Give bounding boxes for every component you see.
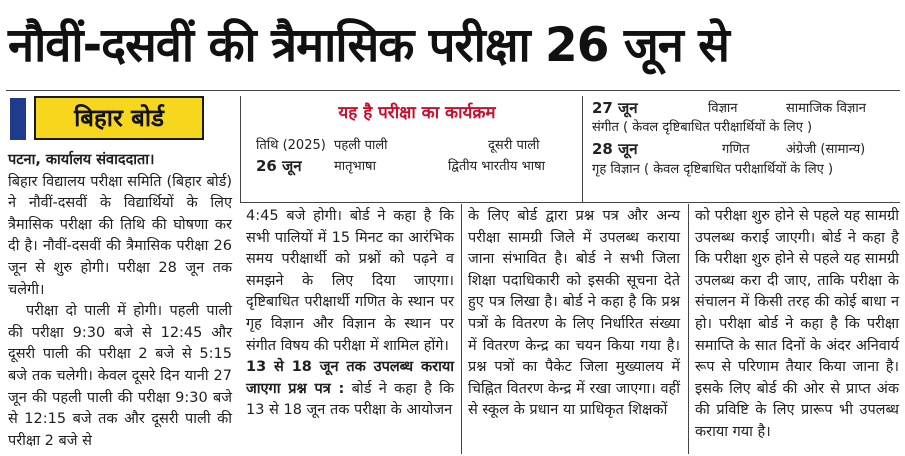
schedule-row-second: अंग्रेजी (सामान्य): [786, 142, 866, 157]
schedule-rule: [240, 202, 900, 203]
article-subhead: 13 से 18 जून तक उपलब्ध कराया जाएगा प्रश्न पत्र :: [246, 359, 454, 397]
headline-rule: [6, 90, 900, 91]
article-paragraph: बोर्ड ने कहा है कि 13 से 18 जून तक परीक्षा के आयोजन: [246, 380, 455, 419]
section-badge: [10, 96, 232, 144]
schedule-row-first: विज्ञान: [708, 101, 738, 116]
schedule-row-note: संगीत ( केवल दृष्टिबाधित परीक्षार्थियों के लिए ): [592, 120, 813, 135]
column-divider: [461, 204, 462, 454]
schedule-header-date: तिथि (2025): [256, 138, 326, 153]
column-divider: [240, 96, 241, 202]
section-badge-label: बिहार बोर्ड: [34, 96, 204, 140]
schedule-row-first: मातृभाषा: [334, 159, 376, 174]
schedule-row-date: 27 जून: [592, 99, 638, 117]
byline: पटना, कार्यालय संवाददाता।: [8, 152, 155, 168]
schedule-row-note: गृह विज्ञान ( केवल दृष्टिबाधित परीक्षार्थियों के लिए ): [592, 162, 834, 177]
column-divider: [688, 204, 689, 454]
schedule-row-date: 26 जून: [256, 157, 302, 175]
article-column-1: [8, 150, 232, 454]
article-column-3: [468, 206, 680, 454]
schedule-header-second-shift: दूसरी पाली: [488, 138, 540, 153]
article-column-4: [695, 206, 899, 454]
column-divider: [582, 96, 583, 202]
article-paragraph: परीक्षा दो पाली में होगी। पहली पाली की परीक्षा 9:30 बजे से 12:45 और दूसरी पाली की परीक्षा 2 बजे से 5:15 बजे तक चलेगी। केवल दूसरे दिन यानी 27 जून की पहली पाली की परीक्षा 9:30 बजे से 12:15 बजे तक और दूसरी पाली की परीक्षा 2 बजे से: [8, 303, 232, 449]
article-paragraph: को परीक्षा शुरु होने से पहले यह सामग्री उपलब्ध कराई जाएगी। बोर्ड ने कहा है कि परीक्षा शुरु होने से पहले यह सामग्री उपलब्ध करा दी जाए, ताकि परीक्षा के संचालन में किसी तरह की कोई बाधा न हो। परीक्षा बोर्ड ने कहा है कि परीक्षा समाप्ति के सात दिनों के अंदर अनिवार्य रूप से परिणाम तैयार किया जाना है। इसके लिए बोर्ड की ओर से प्राप्त अंक की प्रविष्टि के लिए प्रारूप भी उपलब्ध कराया गया है।: [695, 208, 899, 440]
article-paragraph: 4:45 बजे होगी। बोर्ड ने कहा है कि सभी पालियों में 15 मिनट का आरंभिक समय परीक्षार्थी को प्रश्नों को पढ़ने व समझने के लिए दिया जाएगा। दृष्टिबाधित परीक्षार्थी गणित के स्थान पर गृह विज्ञान और विज्ञान के स्थान पर संगीत विषय की परीक्षा में शामिल होंगे।: [246, 208, 454, 354]
schedule-row-second: सामाजिक विज्ञान: [786, 101, 866, 116]
schedule-title: यह है परीक्षा का कार्यक्रम: [338, 103, 496, 123]
article-paragraph: बिहार विद्यालय परीक्षा समिति (बिहार बोर्ड) ने नौवीं-दसवीं के विद्यार्थियों के लिए त्रैमासिक परीक्षा की तिथि की घोषणा कर दी है। नौवीं-दसवीं की त्रैमासिक परीक्षा 26 जून से शुरु होगी। परीक्षा 28 जून तक चलेगी।: [8, 173, 232, 298]
badge-accent-bar: [10, 98, 26, 140]
headline: नौवीं-दसवीं की त्रैमासिक परीक्षा 26 जून से: [8, 18, 729, 73]
schedule-row-first: गणित: [722, 142, 750, 157]
article-paragraph: के लिए बोर्ड द्वारा प्रश्न पत्र और अन्य परीक्षा सामग्री जिले में उपलब्ध कराया जाना संभावित है। बोर्ड ने सभी जिला शिक्षा पदाधिकारी को इसकी सूचना देते हुए पत्र लिखा है। बोर्ड ने कहा है कि प्रश्न पत्रों के वितरण के लिए निर्धारित संख्या में वितरण केन्द्र का चयन किया गया है। प्रश्न पत्रों का पैकेट जिला मुख्यालय में चिह्नित वितरण केन्द्र में रखा जाएगा। वहीं से स्कूल के प्रधान या प्राधिकृत शिक्षकों: [468, 208, 680, 419]
schedule-row-date: 28 जून: [592, 140, 638, 158]
article-column-2: [246, 206, 454, 454]
schedule-row-second: द्वितीय भारतीय भाषा: [448, 159, 545, 174]
schedule-header-first-shift: पहली पाली: [334, 138, 388, 153]
